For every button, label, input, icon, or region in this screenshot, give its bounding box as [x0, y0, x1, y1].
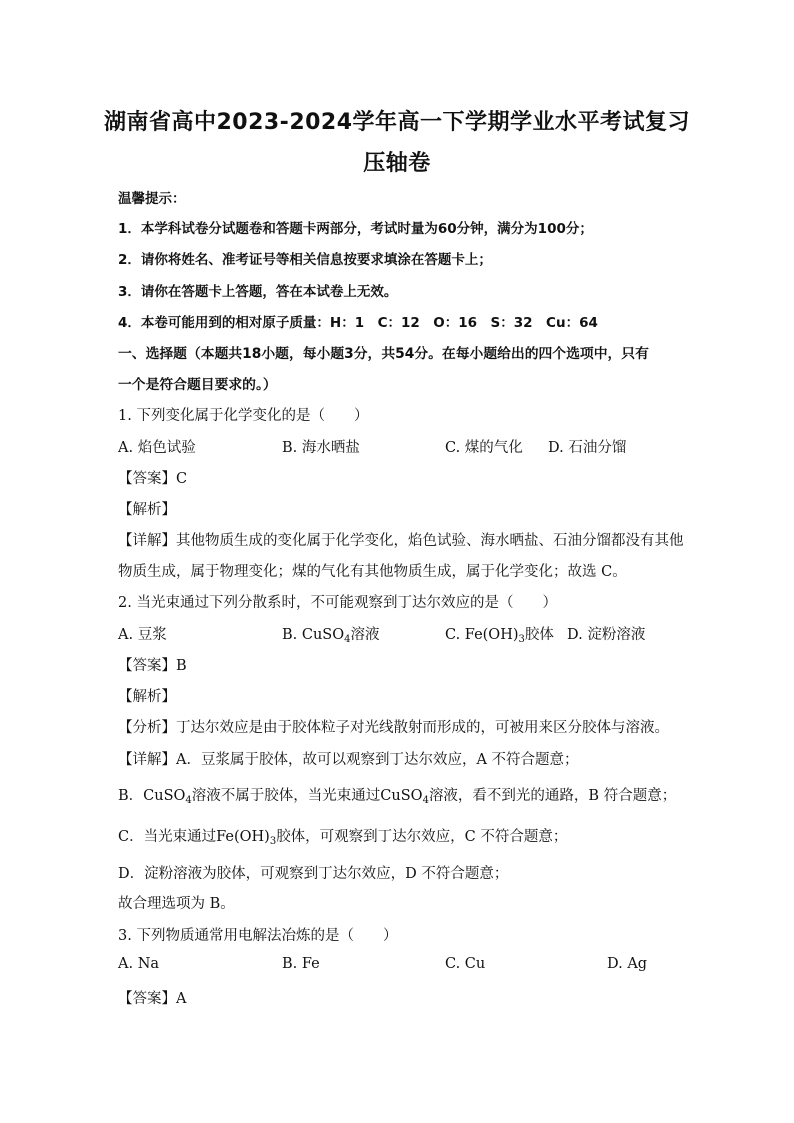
section-heading-line2: 一个是符合题目要求的。）: [118, 377, 277, 393]
question-2-option-a: A. 豆浆: [118, 627, 167, 643]
question-3-answer: 【答案】A: [118, 991, 187, 1007]
question-1-detail-line1: 【详解】其他物质生成的变化属于化学变化，焰色试验、海水晒盐、石油分馏都没有其他: [118, 533, 684, 549]
question-2-option-c: C. $Fe(OH)_3$胶体: [445, 627, 554, 645]
question-2-stem: 2. 当光束通过下列分散系时，不可能观察到丁达尔效应的是（ ）: [118, 595, 557, 611]
section-heading-line1: 一、选择题（本题共18小题，每小题3分，共54分。在每小题给出的四个选项中，只有: [118, 346, 649, 362]
question-3-option-b: B. Fe: [282, 956, 320, 972]
tip-item-2: 2．请你将姓名、准考证号等相关信息按要求填涂在答题卡上；: [118, 252, 492, 268]
question-3-option-c: C. Cu: [445, 956, 486, 972]
page-title-line1: 湖南省高中2023-2024学年高一下学期学业水平考试复习: [103, 110, 691, 135]
question-3-option-a: A. Na: [118, 956, 160, 972]
question-2-detail-a: 【详解】A．豆浆属于胶体，故可以观察到丁达尔效应，A 不符合题意；: [118, 752, 579, 768]
question-1-stem: 1. 下列变化属于化学变化的是（ ）: [118, 408, 369, 424]
question-2-option-d: D. 淀粉溶液: [567, 627, 646, 643]
question-2-detail-b: B．CuSO$_4$溶液不属于胶体，当光束通过CuSO$_4$溶液，看不到光的通路，B 符合题意；: [118, 788, 677, 806]
question-1-analysis-label: 【解析】: [118, 502, 176, 518]
tip-item-3: 3．请你在答题卡上答题，答在本试卷上无效。: [118, 284, 398, 300]
question-1-option-b: B. 海水晒盐: [282, 440, 360, 456]
question-1-answer: 【答案】C: [118, 471, 188, 487]
tips-heading: 温馨提示：: [118, 191, 186, 207]
question-3-stem: 3. 下列物质通常用电解法冶炼的是（ ）: [118, 928, 398, 944]
page-title-line2: 压轴卷: [363, 151, 431, 176]
question-1-option-c: C. 煤的气化: [445, 440, 523, 456]
tip-item-4: 4．本卷可能用到的相对原子质量：H：1 C：12 O：16 S：32 Cu：64: [118, 315, 598, 331]
tip-item-1: 1．本学科试卷分试题卷和答题卡两部分，考试时量为60分钟，满分为100分；: [118, 221, 593, 237]
question-1-detail-line2: 物质生成，属于物理变化；煤的气化有其他物质生成，属于化学变化；故选 C。: [118, 564, 627, 580]
question-2-analysis-label: 【解析】: [118, 689, 176, 705]
question-3-option-d: D. Ag: [607, 956, 648, 972]
question-2-answer: 【答案】B: [118, 658, 187, 674]
question-2-option-b: B. CuSO$_4$溶液: [282, 627, 380, 645]
question-1-option-d: D. 石油分馏: [548, 440, 627, 456]
question-2-detail-d: D．淀粉溶液为胶体，可观察到丁达尔效应，D 不符合题意；: [118, 866, 509, 882]
question-2-detail-c: C．当光束通过$Fe(OH)_3$胶体，可观察到丁达尔效应，C 不符合题意；: [118, 829, 568, 847]
question-2-conclusion: 故合理选项为 B。: [118, 896, 235, 912]
question-2-fenxi: 【分析】丁达尔效应是由于胶体粒子对光线散射而形成的，可被用来区分胶体与溶液。: [118, 720, 669, 736]
question-1-option-a: A. 焰色试验: [118, 440, 196, 456]
